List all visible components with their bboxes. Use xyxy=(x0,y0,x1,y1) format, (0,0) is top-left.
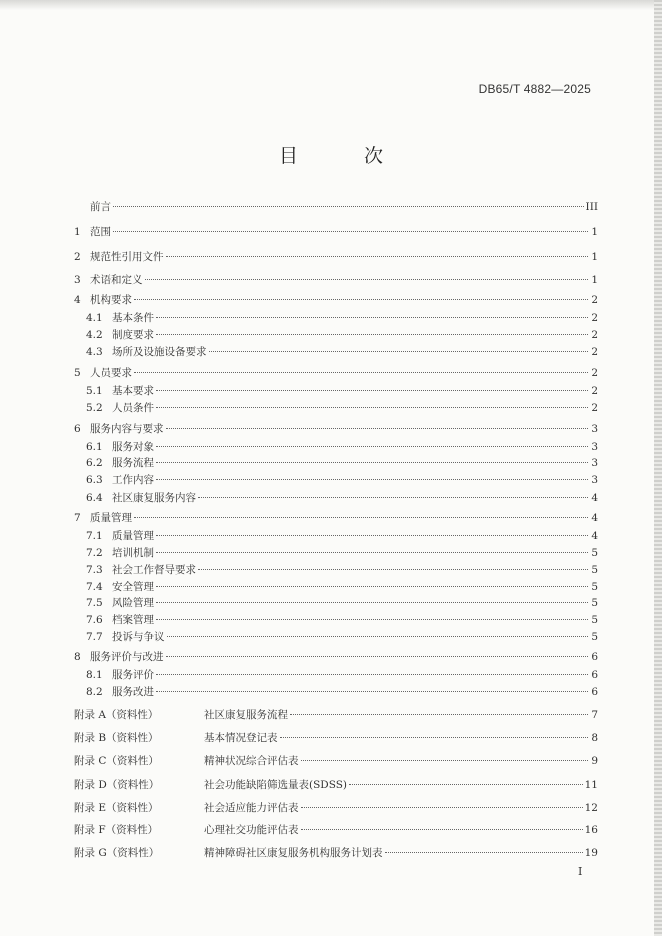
toc-entry-label: 服务内容与要求 xyxy=(90,423,164,435)
toc-entry-page: 6 xyxy=(591,651,598,663)
toc-dot-leader xyxy=(198,497,588,498)
toc-entry-number: 8.1 xyxy=(86,669,103,681)
toc-entry-label: 社区康复服务内容 xyxy=(112,492,196,504)
toc-entry[interactable] xyxy=(74,292,598,307)
toc-entry-number: 8.2 xyxy=(86,686,103,698)
toc-entry[interactable] xyxy=(74,629,598,644)
toc-entry[interactable] xyxy=(74,545,598,560)
toc-dot-leader xyxy=(134,372,588,373)
toc-entry-page: 1 xyxy=(591,274,598,286)
toc-dot-leader xyxy=(301,829,583,830)
toc-appendix-entry[interactable] xyxy=(74,707,598,722)
toc-entry-page: 5 xyxy=(591,564,598,576)
toc-entry-number: 5.1 xyxy=(86,385,103,397)
toc-entry-label: 前言 xyxy=(90,201,111,213)
toc-dot-leader xyxy=(167,636,589,637)
toc-dot-leader xyxy=(156,619,588,620)
toc-entry-label: 人员要求 xyxy=(90,367,132,379)
toc-entry[interactable] xyxy=(74,612,598,627)
toc-entry-number: 3 xyxy=(74,274,81,286)
toc-entry[interactable] xyxy=(74,667,598,682)
toc-appendix-id: 附录 D（资料性） xyxy=(74,779,160,791)
toc-entry[interactable] xyxy=(74,365,598,380)
toc-appendix-entry[interactable] xyxy=(74,753,598,768)
toc-entry-label: 服务改进 xyxy=(112,686,154,698)
toc-entry-label: 制度要求 xyxy=(112,329,154,341)
toc-entry-number: 6 xyxy=(74,423,81,435)
toc-entry-label: 精神状况综合评估表 xyxy=(204,755,299,767)
toc-entry-label: 机构要求 xyxy=(90,294,132,306)
toc-appendix-entry[interactable] xyxy=(74,800,598,815)
toc-entry-number: 7.7 xyxy=(86,631,103,643)
toc-entry-label: 规范性引用文件 xyxy=(90,251,164,263)
toc-dot-leader xyxy=(156,602,588,603)
toc-entry-label: 工作内容 xyxy=(112,474,154,486)
toc-entry[interactable] xyxy=(74,439,598,454)
toc-entry-number: 7.3 xyxy=(86,564,103,576)
toc-entry-number: 6.4 xyxy=(86,492,103,504)
page-number: I xyxy=(578,865,583,878)
toc-entry[interactable] xyxy=(74,490,598,505)
toc-entry[interactable] xyxy=(74,199,598,214)
toc-entry-page: 11 xyxy=(584,779,598,791)
toc-entry[interactable] xyxy=(74,510,598,525)
toc-entry-number: 7 xyxy=(74,512,81,524)
toc-entry-page: 2 xyxy=(591,367,598,379)
page-title: 目 次 xyxy=(278,145,414,167)
toc-entry-label: 服务对象 xyxy=(112,441,154,453)
toc-entry[interactable] xyxy=(74,272,598,287)
toc-entry[interactable] xyxy=(74,455,598,470)
toc-entry[interactable] xyxy=(74,595,598,610)
toc-dot-leader xyxy=(156,586,588,587)
toc-entry-label: 服务流程 xyxy=(112,457,154,469)
toc-entry[interactable] xyxy=(74,421,598,436)
toc-entry-page: 3 xyxy=(591,474,598,486)
toc-entry[interactable] xyxy=(74,649,598,664)
toc-appendix-entry[interactable] xyxy=(74,845,598,860)
toc-entry-number: 6.1 xyxy=(86,441,103,453)
toc-entry-label: 质量管理 xyxy=(90,512,132,524)
toc-entry[interactable] xyxy=(74,249,598,264)
toc-dot-leader xyxy=(209,351,589,352)
toc-entry-label: 范围 xyxy=(90,226,111,238)
toc-dot-leader xyxy=(290,714,588,715)
toc-entry-label: 基本条件 xyxy=(112,312,154,324)
toc-entry-page: 3 xyxy=(591,423,598,435)
toc-entry-page: 5 xyxy=(591,597,598,609)
toc-entry-label: 基本情况登记表 xyxy=(204,732,278,744)
toc-entry-number: 4 xyxy=(74,294,81,306)
toc-dot-leader xyxy=(156,407,588,408)
toc-appendix-id: 附录 A（资料性） xyxy=(74,709,159,721)
toc-entry-label: 人员条件 xyxy=(112,402,154,414)
toc-dot-leader xyxy=(134,517,588,518)
toc-appendix-id: 附录 F（资料性） xyxy=(74,824,159,836)
toc-entry[interactable] xyxy=(74,528,598,543)
toc-entry-page: 9 xyxy=(591,755,598,767)
toc-dot-leader xyxy=(156,535,588,536)
toc-dot-leader xyxy=(156,390,588,391)
toc-entry[interactable] xyxy=(74,579,598,594)
toc-entry-number: 7.6 xyxy=(86,614,103,626)
toc-entry-number: 2 xyxy=(74,251,81,263)
toc-entry[interactable] xyxy=(74,472,598,487)
toc-entry-label: 场所及设施设备要求 xyxy=(112,346,207,358)
toc-entry-label: 精神障碍社区康复服务机构服务计划表 xyxy=(204,847,383,859)
toc-entry-number: 5.2 xyxy=(86,402,103,414)
toc-dot-leader xyxy=(145,279,589,280)
toc-dot-leader xyxy=(113,206,584,207)
toc-entry-label: 社区康复服务流程 xyxy=(204,709,288,721)
toc-entry-number: 7.2 xyxy=(86,547,103,559)
toc-entry-label: 质量管理 xyxy=(112,530,154,542)
toc-entry-page: 5 xyxy=(591,631,598,643)
toc-entry-page: 2 xyxy=(591,402,598,414)
toc-entry-number: 7.1 xyxy=(86,530,103,542)
toc-entry-label: 基本要求 xyxy=(112,385,154,397)
toc-dot-leader xyxy=(156,552,588,553)
toc-entry-label: 培训机制 xyxy=(112,547,154,559)
toc-entry-label: 社会适应能力评估表 xyxy=(204,802,299,814)
toc-entry-label: 安全管理 xyxy=(112,581,154,593)
toc-entry-label: 心理社交功能评估表 xyxy=(204,824,299,836)
toc-appendix-id: 附录 G（资料性） xyxy=(74,847,160,859)
toc-entry-page: 4 xyxy=(591,530,598,542)
toc-appendix-id: 附录 B（资料性） xyxy=(74,732,159,744)
toc-entry-page: 19 xyxy=(584,847,598,859)
toc-entry-label: 社会工作督导要求 xyxy=(112,564,196,576)
toc-entry-page: 3 xyxy=(591,441,598,453)
toc-appendix-entry[interactable] xyxy=(74,777,598,792)
toc-entry-number: 6.2 xyxy=(86,457,103,469)
toc-entry-label: 投诉与争议 xyxy=(112,631,165,643)
toc-entry-page: 3 xyxy=(591,457,598,469)
toc-entry[interactable] xyxy=(74,327,598,342)
toc-dot-leader xyxy=(349,784,583,785)
toc-entry-page: 4 xyxy=(591,492,598,504)
document-code: DB65/T 4882—2025 xyxy=(478,82,591,96)
toc-entry-page: 2 xyxy=(591,385,598,397)
toc-dot-leader xyxy=(134,299,588,300)
toc-entry-page: 5 xyxy=(591,581,598,593)
toc-entry-label: 社会功能缺陷筛选量表(SDSS) xyxy=(204,779,348,791)
toc-appendix-id: 附录 E（资料性） xyxy=(74,802,159,814)
toc-dot-leader xyxy=(198,569,588,570)
toc-entry[interactable] xyxy=(74,344,598,359)
toc-dot-leader xyxy=(156,334,588,335)
toc-entry-number: 1 xyxy=(74,226,81,238)
toc-dot-leader xyxy=(385,852,583,853)
toc-dot-leader xyxy=(280,737,589,738)
toc-entry-page: 1 xyxy=(591,251,598,263)
toc-entry-number: 7.4 xyxy=(86,581,103,593)
toc-entry-page: 5 xyxy=(591,547,598,559)
toc-dot-leader xyxy=(156,479,588,480)
toc-entry[interactable] xyxy=(74,310,598,325)
toc-appendix-entry[interactable] xyxy=(74,730,598,745)
toc-entry-page: 12 xyxy=(584,802,598,814)
toc-appendix-entry[interactable] xyxy=(74,822,598,837)
toc-entry-label: 服务评价 xyxy=(112,669,154,681)
toc-entry-number: 4.2 xyxy=(86,329,103,341)
toc-entry[interactable] xyxy=(74,383,598,398)
toc-entry-page: 4 xyxy=(591,512,598,524)
toc-dot-leader xyxy=(166,656,589,657)
toc-entry-page: 6 xyxy=(591,686,598,698)
toc-dot-leader xyxy=(156,462,588,463)
scan-top-edge xyxy=(0,0,662,10)
toc-dot-leader xyxy=(156,691,588,692)
toc-entry-label: 服务评价与改进 xyxy=(90,651,164,663)
toc-appendix-id: 附录 C（资料性） xyxy=(74,755,159,767)
toc-entry-page: 1 xyxy=(591,226,598,238)
toc-entry[interactable] xyxy=(74,684,598,699)
toc-entry[interactable] xyxy=(74,400,598,415)
toc-entry[interactable] xyxy=(74,224,598,239)
toc-entry-page: 2 xyxy=(591,294,598,306)
toc-entry-number: 7.5 xyxy=(86,597,103,609)
toc-entry-number: 4.3 xyxy=(86,346,103,358)
toc-entry-number: 8 xyxy=(74,651,81,663)
toc-dot-leader xyxy=(166,428,589,429)
toc-entry-number: 6.3 xyxy=(86,474,103,486)
toc-dot-leader xyxy=(156,446,588,447)
toc-entry-page: 2 xyxy=(591,329,598,341)
toc-entry[interactable] xyxy=(74,562,598,577)
toc-entry-page: III xyxy=(585,201,598,213)
toc-dot-leader xyxy=(156,317,588,318)
toc-entry-page: 7 xyxy=(591,709,598,721)
toc-entry-page: 8 xyxy=(591,732,598,744)
toc-entry-label: 术语和定义 xyxy=(90,274,143,286)
toc-entry-page: 6 xyxy=(591,669,598,681)
toc-entry-page: 16 xyxy=(584,824,598,836)
toc-entry-label: 风险管理 xyxy=(112,597,154,609)
toc-dot-leader xyxy=(113,231,588,232)
toc-dot-leader xyxy=(156,674,588,675)
toc-entry-number: 4.1 xyxy=(86,312,103,324)
toc-dot-leader xyxy=(301,760,589,761)
toc-dot-leader xyxy=(301,807,583,808)
toc-entry-page: 2 xyxy=(591,312,598,324)
toc-entry-label: 档案管理 xyxy=(112,614,154,626)
toc-entry-page: 2 xyxy=(591,346,598,358)
toc-dot-leader xyxy=(166,256,589,257)
toc-entry-number: 5 xyxy=(74,367,81,379)
toc-entry-page: 5 xyxy=(591,614,598,626)
